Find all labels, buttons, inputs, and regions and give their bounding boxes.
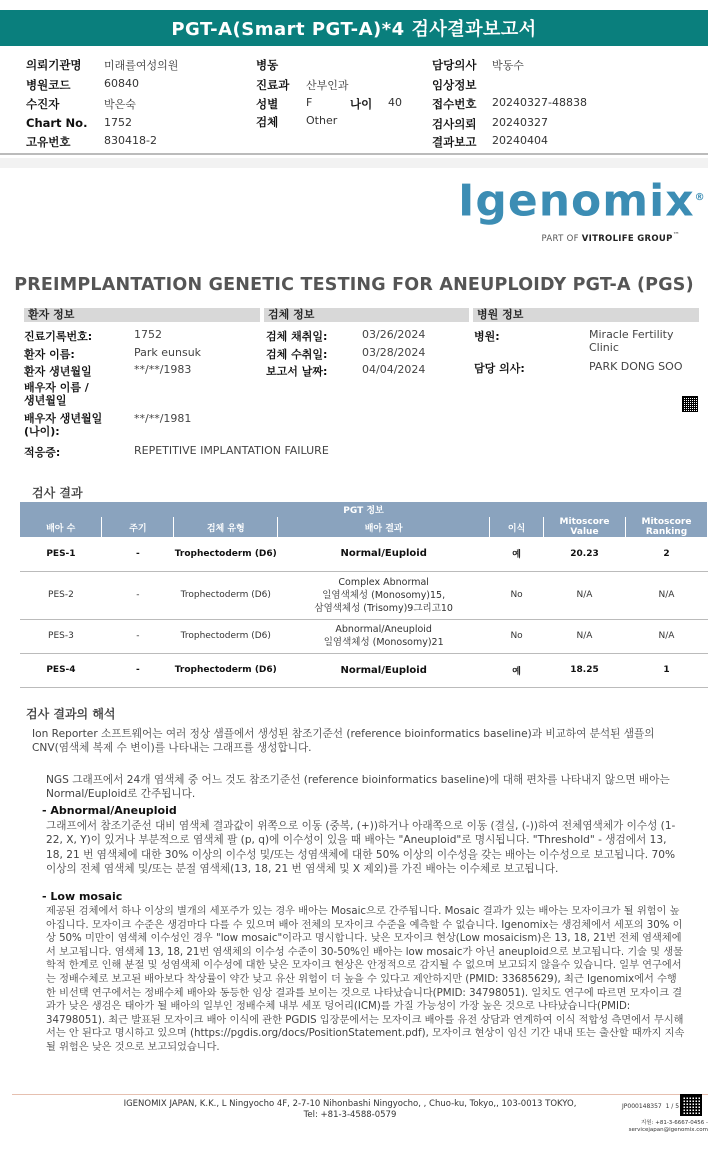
header-value: 박은숙 — [104, 98, 136, 111]
col-header: 주기 — [102, 517, 174, 537]
interpretation-intro: Ion Reporter 소프트웨어는 여러 정상 샘플에서 생성된 참조기준선 (reference bioinformatics baseline)과 비교하여 분석된 샘플의 CNV(염색체 복제 수 변이)를 나타내는 그래프를 생성합니다. — [32, 728, 655, 755]
header-label: 나이 — [350, 97, 373, 111]
header-value: Other — [306, 114, 338, 127]
embryo-result: Normal/Euploid — [278, 653, 490, 687]
patient-field-label: 환자 생년월일 — [24, 365, 92, 378]
header-label: 수진자 — [26, 97, 60, 111]
table-row — [20, 619, 708, 653]
abnormal-text: 그래프에서 참조기준선 대비 염색체 결과값이 위쪽으로 이동 (중복, (+))하거나 아래쪽으로 이동 (결실, (-))하여 전체염색체가 이수성 (1-22, X, Y)이 있거나 부분적으로 염색체 팔 (p, q)에 이수성이 있을 때 배아는 "Aneuploid"로 명시됩니다. "Threshold" - 생검에서 13, 18, 21 번 염색체에 대한 30% 이상의 이수성 및/또는 성염색체에 대한 50% 이상의 이수성을 갖는 배아는 이수성으로 보고됩니다. 70% 이상의 전체 염색체 및/또는 분절 염색체(13, 18, 21 번 염색체 및 X 제외)를 가진 배아는 이수체로 보고됩니다. — [46, 820, 676, 875]
col-header: Mitoscore Value — [544, 517, 626, 537]
cycle: - — [102, 537, 174, 571]
report-title: PGT-A(Smart PGT-A)*4 검사결과보고서 — [171, 19, 537, 40]
header-value: 20240327-48838 — [492, 96, 587, 109]
report-title-bar — [0, 10, 708, 46]
patient-field-value: REPETITIVE IMPLANTATION FAILURE — [134, 444, 329, 457]
qr-code-icon — [682, 396, 698, 412]
specimen-field-label: 검체 수취일: — [266, 348, 328, 361]
col-header: Mitoscore Ranking — [625, 517, 707, 537]
hospital-field-label: 담당 의사: — [474, 362, 525, 375]
specimen-section-header: 검체 정보 — [264, 308, 469, 322]
igenomix-logo — [458, 170, 706, 244]
embryo-result-detail: 일염색체성 (Monosomy)21 — [323, 637, 444, 648]
header-value: F — [306, 96, 313, 109]
logo-word: Igenomix — [458, 175, 695, 227]
table-row — [20, 653, 708, 687]
hospital-field-label: 병원: — [474, 330, 500, 343]
header-info — [0, 52, 708, 152]
specimen-type: Trophectoderm (D6) — [174, 571, 278, 619]
table-row — [20, 571, 708, 619]
footer-address: IGENOMIX JAPAN, K.K., L Ningyocho 4F, 2-7-10 Nihonbashi Ningyocho, , Chuo-ku, Tokyo,, 103-0013 TOKYO, Tel: +81-3-4588-0579 — [123, 1099, 577, 1120]
patient-field-label: 배우자 생년월일 (나이): — [24, 412, 103, 438]
logo-tm: ™ — [672, 229, 680, 239]
specimen-field-value: 03/26/2024 — [362, 328, 426, 341]
transfer: 예 — [490, 537, 544, 571]
header-label: 임상정보 — [432, 78, 477, 92]
mitoscore-ranking: 2 — [625, 537, 707, 571]
header-value: 20240327 — [492, 116, 548, 129]
low-mosaic-text: 제공된 검체에서 하나 이상의 별개의 세포주가 있는 경우 배아는 Mosaic으로 간주됩니다. Mosaic 결과가 있는 배아는 모자이크가 될 위험이 높아집니다. 모자이크 수준은 생검마다 다를 수 있으며 배아 전체의 모자이크 수준을 예측할 수 없습니다. Igenomix는 생검체에서 세포의 30% 이상 50% 미만이 염색체 이수성인 경우 "low mosaic"이라고 명시합니다. 낮은 모자이크 현상(Low mosaicism)은 13, 18, 21번 전체 염색체에서 보고됩니다. 염색체 13, 18, 21번 염색체의 이수성 수준이 30-50%인 배아는 low mosaic가 아닌 aneuploid으로 보고됩니다. 기술 및 생물학적 한계로 인해 분절 및 성염색체 이수성에 대한 낮은 모자이크 현상은 안정적으로 감지될 수 없으며 보고되지 않을수 있습니다. 일부 연구에서는 정배수체로 보고된 배아보다 착상률이 약간 낮고 유산 위험이 더 높을 수 있다고 제안하지만 (PMID: 33685629), 최근 Igenomix에서 수행한 비선택 연구에서는 정배수체 배아와 동등한 임상 결과를 보이는 것으로 나타났습니다(PMID: 34798051). 일치도 연구에 따르면 모자이크 결과가 낮은 생검은 태아가 될 배아의 일부인 정배수체 내부 세포 덩어리(ICM)를 가질 가능성이 가장 높은 것으로 나타났습니다(PMID: 34798051). 최근 발표된 모자이크 배아 이식에 관한 PGDIS 입장문에서는 모자이크 배아를 유전 상담과 연계하여 이식 적합성 측면에서 무시해서는 안 된다고 명시하고 있으며 (https://pgdis.org/docs/PositionStatement.pdf), 모자이크 현상이 임신 기간 내내 또는 출산할 때까지 지속될 위험은 낮은 것으로 보고되었습니다. — [46, 906, 685, 1053]
header-label: 성별 — [256, 97, 279, 111]
header-label: 고유번호 — [26, 135, 71, 149]
header-value: 산부인과 — [306, 79, 349, 92]
mitoscore-value: N/A — [544, 619, 626, 653]
patient-field-value: 1752 — [134, 328, 162, 341]
header-label: 접수번호 — [432, 97, 477, 111]
specimen-type: Trophectoderm (D6) — [174, 619, 278, 653]
interpretation-ngs: NGS 그래프에서 24개 염색체 중 어느 것도 참조기준선 (reference bioinformatics baseline)에 대해 편차를 나타내지 않으면 배아는 Normal/Euploid로 간주됩니다. — [46, 774, 670, 801]
header-value: 1752 — [104, 116, 132, 129]
patient-field-value: **/**/1981 — [134, 412, 192, 425]
transfer: No — [490, 571, 544, 619]
patient-field-label: 배우자 이름 / 생년월일 — [24, 381, 89, 407]
header-value: 미래를여성의원 — [104, 59, 179, 72]
embryo-id: PES-4 — [20, 653, 102, 687]
col-header: 이식 — [490, 517, 544, 537]
mitoscore-value: N/A — [544, 571, 626, 619]
low-mosaic-heading: - Low mosaic — [42, 890, 123, 903]
col-header: 검체 유형 — [174, 517, 278, 537]
logo-reg: ® — [694, 192, 706, 203]
footer-contact — [622, 1120, 708, 1134]
header-label: 담당의사 — [432, 58, 477, 72]
divider — [0, 153, 708, 155]
header-value: 40 — [388, 96, 402, 109]
mitoscore-ranking: 1 — [625, 653, 707, 687]
embryo-id: PES-3 — [20, 619, 102, 653]
specimen-field-value: 04/04/2024 — [362, 363, 426, 376]
mitoscore-value: 18.25 — [544, 653, 626, 687]
header-label: 의뢰기관명 — [26, 58, 82, 72]
header-value: 박동수 — [492, 59, 524, 72]
divider-band — [0, 158, 708, 168]
hospital-section-header: 병원 정보 — [473, 308, 699, 322]
specimen-type: Trophectoderm (D6) — [174, 537, 278, 571]
embryo-result: Normal/Euploid — [278, 537, 490, 571]
qr-code-icon — [680, 1094, 702, 1116]
col-header: 배아 수 — [20, 517, 102, 537]
patient-field-value: **/**/1983 — [134, 363, 192, 376]
embryo-result: Complex Abnormal — [338, 576, 429, 588]
transfer: No — [490, 619, 544, 653]
patient-field-value: Park eunsuk — [134, 346, 202, 359]
header-value: 60840 — [104, 77, 139, 90]
specimen-field-value: 03/28/2024 — [362, 346, 426, 359]
interpretation-heading: 검사 결과의 해석 — [26, 707, 116, 721]
header-label: 검체 — [256, 115, 279, 129]
hospital-field-value: Miracle Fertility Clinic — [589, 328, 674, 354]
patient-section-header: 환자 정보 — [24, 308, 260, 322]
header-label: 결과보고 — [432, 135, 477, 149]
specimen-field-label: 보고서 날짜: — [266, 365, 328, 378]
doc-id: JP000148357 — [622, 1103, 662, 1110]
specimen-type: Trophectoderm (D6) — [174, 653, 278, 687]
embryo-result-detail: 일염색체성 (Monosomy)15, 삼염색체성 (Trisomy)9그리고10 — [314, 589, 453, 614]
mitoscore-value: 20.23 — [544, 537, 626, 571]
header-label: 진료과 — [256, 78, 290, 92]
header-value: 830418-2 — [104, 134, 157, 147]
mitoscore-ranking: N/A — [625, 571, 707, 619]
patient-field-label: 환자 이름: — [24, 348, 75, 361]
patient-field-label: 적응증: — [24, 446, 61, 459]
page-number: 1 / 5 — [665, 1103, 680, 1110]
results-heading: 검사 결과 — [32, 486, 83, 500]
col-header: 배아 결과 — [278, 517, 490, 537]
header-label: Chart No. — [26, 116, 88, 130]
footer-doc-id — [622, 1103, 679, 1110]
header-label: 병동 — [256, 58, 279, 72]
cycle: - — [102, 619, 174, 653]
cycle: - — [102, 653, 174, 687]
header-label: 병원코드 — [26, 78, 71, 92]
specimen-field-label: 검체 채취일: — [266, 330, 328, 343]
contact-phone: 지원: +81-3-6667-0456 - — [640, 1120, 708, 1126]
embryo-id: PES-2 — [20, 571, 102, 619]
embryo-id: PES-1 — [20, 537, 102, 571]
mitoscore-ranking: N/A — [625, 619, 707, 653]
logo-tag-brand: VITROLIFE GROUP — [581, 233, 673, 244]
cycle: - — [102, 571, 174, 619]
hospital-field-value: PARK DONG SOO — [589, 360, 683, 373]
patient-field-label: 진료기록번호: — [24, 330, 93, 343]
abnormal-heading: - Abnormal/Aneuploid — [42, 804, 177, 817]
embryo-result: Abnormal/Aneuploid — [335, 624, 432, 635]
contact-email: servicejapan@igenomix.com — [628, 1127, 708, 1133]
header-label: 검사의뢰 — [432, 117, 477, 131]
results-group-header: PGT 정보 — [20, 502, 708, 517]
table-row — [20, 537, 708, 571]
main-report-heading: PREIMPLANTATION GENETIC TESTING FOR ANEUPLOIDY PGT-A (PGS) — [14, 275, 694, 295]
header-value: 20240404 — [492, 134, 548, 147]
results-table — [20, 502, 708, 688]
footer-divider — [12, 1094, 708, 1095]
transfer: 예 — [490, 653, 544, 687]
logo-tag-prefix: PART OF — [541, 233, 582, 244]
